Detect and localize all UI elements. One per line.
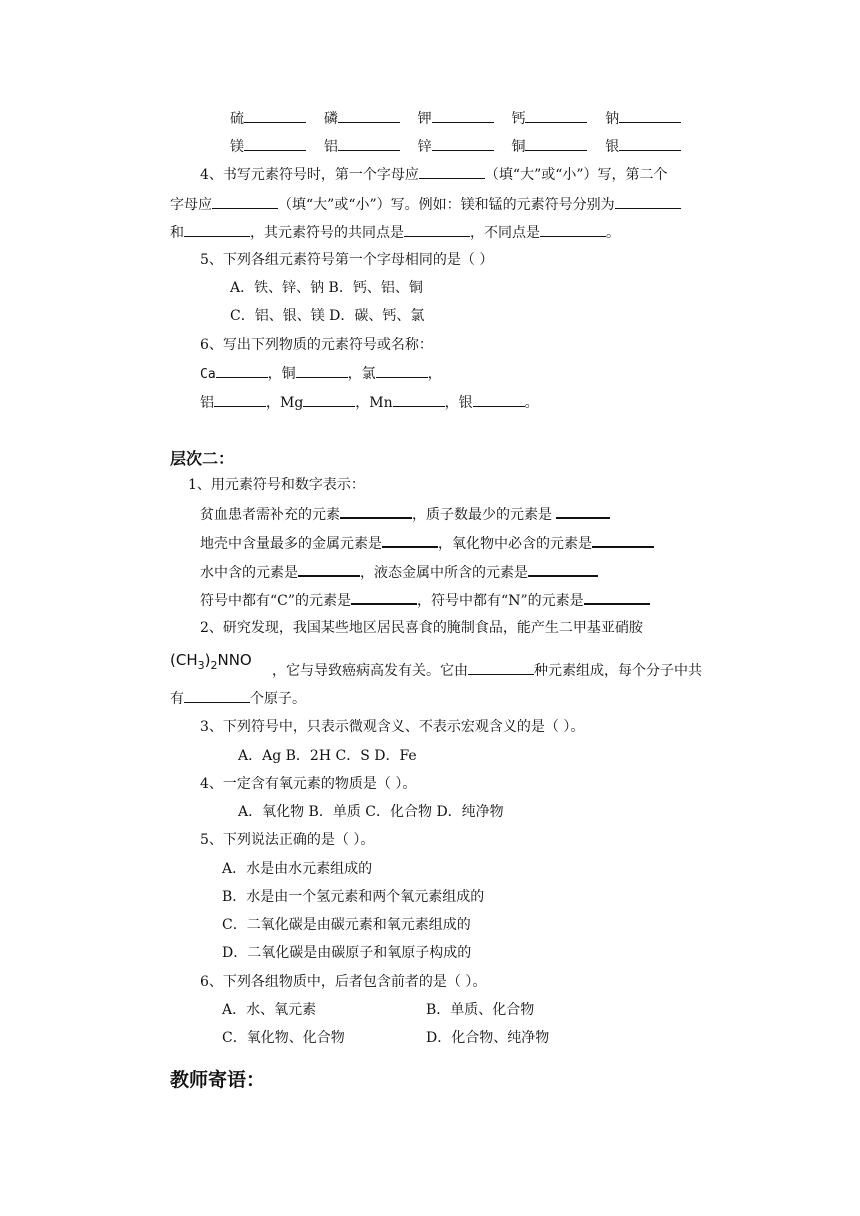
answer-blank[interactable] — [525, 136, 587, 151]
q6-item: ，氯 — [347, 366, 376, 382]
q4-text: （填“大”或“小”）写。例如：镁和锰的元素符号分别为 — [278, 197, 615, 213]
l2-q1-text: ，质子数最少的元素是 — [412, 507, 557, 523]
answer-blank[interactable] — [244, 136, 306, 151]
l2-q2-line-3 — [170, 688, 306, 709]
q6-item: ，Mg — [266, 395, 304, 411]
chemical-formula — [170, 650, 252, 676]
q4-line-3 — [170, 222, 620, 243]
element-name: 锌 — [417, 139, 432, 155]
answer-blank[interactable] — [619, 136, 681, 151]
answer-blank[interactable] — [592, 532, 654, 548]
q6-item: ， — [427, 366, 442, 382]
q6-items-1 — [200, 363, 442, 385]
q6-item: ，Mn — [355, 395, 393, 411]
answer-blank[interactable] — [540, 222, 606, 237]
element-name: 铜 — [511, 139, 526, 155]
answer-blank[interactable] — [556, 503, 610, 519]
answer-blank[interactable] — [298, 561, 360, 577]
l2-q1-text: ，液态金属中所含的元素是 — [360, 565, 528, 581]
answer-blank[interactable] — [393, 392, 445, 407]
answer-blank[interactable] — [340, 503, 412, 519]
l2-q2-line-1: 2、研究发现，我国某些地区居民喜食的腌制食品，能产生二甲基亚硝胺 — [200, 620, 643, 636]
q4-text: ，其元素符号的共同点是 — [250, 225, 404, 241]
element-name: 镁 — [230, 139, 244, 155]
l2-q5-stem: 5、下列说法正确的是（ ）。 — [200, 832, 375, 848]
l2-q1-line-1 — [200, 503, 610, 525]
q4-text: （填“大”或“小”）写，第二个 — [484, 167, 668, 183]
l2-q1-text: ，符号中都有“N”的元素是 — [417, 593, 584, 609]
l2-q1-text: 水中含的元素是 — [200, 565, 298, 581]
element-name: 钠 — [605, 111, 620, 127]
answer-blank[interactable] — [468, 660, 534, 675]
q6-items-2 — [200, 392, 539, 413]
l2-q1-text: 符号中都有“C”的元素是 — [200, 593, 352, 609]
q4-text: ，不同点是 — [470, 225, 540, 241]
l2-q2-text: ，它与导致癌病高发有关。它由 — [272, 663, 468, 679]
q6-item: ，银 — [444, 395, 473, 411]
l2-q1-line-3 — [200, 561, 598, 583]
l2-q2-text: 个原子。 — [250, 691, 306, 707]
q4-text: 和 — [170, 225, 184, 241]
q6-item: ，铜 — [267, 366, 296, 382]
answer-blank[interactable] — [525, 108, 587, 123]
q6-item: 。 — [524, 395, 539, 411]
answer-blank[interactable] — [184, 688, 250, 703]
answer-blank[interactable] — [432, 108, 494, 123]
q6-stem: 6、写出下列物质的元素符号或名称： — [200, 337, 433, 353]
answer-blank[interactable] — [419, 164, 485, 179]
section-heading-level2: 层次二： — [170, 449, 235, 468]
l2-q2-line-2 — [272, 660, 702, 681]
answer-blank[interactable] — [473, 392, 525, 407]
q6-item: Ca — [200, 367, 216, 382]
l2-q5-option-b[interactable]: B．水是由一个氢元素和两个氧元素组成的 — [222, 889, 485, 905]
answer-blank[interactable] — [338, 136, 400, 151]
l2-q5-option-c[interactable]: C．二氧化碳是由碳元素和氧元素组成的 — [222, 917, 471, 933]
answer-blank[interactable] — [584, 589, 650, 605]
l2-q6-option-b[interactable]: B．单质、化合物 — [426, 1002, 535, 1018]
l2-q3-options[interactable]: A．Ag B．2H C．S D．Fe — [238, 748, 417, 764]
answer-blank[interactable] — [212, 194, 278, 209]
element-row-1 — [230, 108, 681, 129]
answer-blank[interactable] — [432, 136, 494, 151]
answer-blank[interactable] — [382, 532, 438, 548]
answer-blank[interactable] — [303, 392, 355, 407]
l2-q1-stem: 1、用元素符号和数字表示： — [188, 477, 365, 493]
element-name: 钾 — [417, 111, 432, 127]
q4-line-2 — [170, 194, 681, 215]
answer-blank[interactable] — [338, 108, 400, 123]
q4-text: 字母应 — [170, 197, 212, 213]
formula-subscript: 3 — [197, 659, 205, 672]
answer-blank[interactable] — [376, 363, 428, 378]
q5-options-2[interactable]: C．铝、银、镁 D．碳、钙、氯 — [230, 308, 425, 324]
l2-q2-text: 种元素组成，每个分子中共 — [534, 663, 702, 679]
answer-blank[interactable] — [528, 561, 598, 577]
answer-blank[interactable] — [351, 589, 417, 605]
q5-options-1[interactable]: A．铁、锌、钠 B．钙、铝、铜 — [230, 280, 423, 296]
l2-q1-line-4 — [200, 589, 650, 611]
q4-line-1 — [200, 164, 668, 185]
answer-blank[interactable] — [296, 363, 348, 378]
formula-part: NNO — [217, 651, 252, 669]
l2-q2-text: 有 — [170, 691, 184, 707]
l2-q1-text: 地壳中含量最多的金属元素是 — [200, 536, 382, 552]
element-name: 铝 — [323, 139, 338, 155]
answer-blank[interactable] — [404, 222, 470, 237]
answer-blank[interactable] — [244, 108, 306, 123]
l2-q6-option-c[interactable]: C．氧化物、化合物 — [222, 1030, 345, 1046]
l2-q5-option-a[interactable]: A．水是由水元素组成的 — [222, 861, 373, 877]
formula-part: (CH — [170, 651, 198, 669]
q4-text: 4、书写元素符号时，第一个字母应 — [200, 167, 419, 183]
l2-q1-text: 贫血患者需补充的元素 — [200, 507, 340, 523]
answer-blank[interactable] — [619, 108, 681, 123]
q5-stem: 5、下列各组元素符号第一个字母相同的是（ ） — [200, 252, 494, 268]
element-name: 银 — [605, 139, 620, 155]
l2-q4-options[interactable]: A．氧化物 B．单质 C．化合物 D．纯净物 — [238, 804, 504, 820]
element-name: 硫 — [230, 111, 244, 127]
q6-item: 铝 — [200, 395, 214, 411]
element-name: 磷 — [323, 111, 338, 127]
answer-blank[interactable] — [216, 363, 268, 378]
element-name: 钙 — [511, 111, 526, 127]
l2-q1-line-2 — [200, 532, 654, 554]
l2-q4-stem: 4、一定含有氧元素的物质是（ ）。 — [200, 776, 417, 792]
q4-text: 。 — [606, 225, 620, 241]
formula-subscript: 2 — [210, 659, 218, 672]
teacher-message-heading: 教师寄语： — [170, 1069, 266, 1091]
answer-blank[interactable] — [214, 392, 266, 407]
l2-q3-stem: 3、下列符号中，只表示微观含义、不表示宏观含义的是（ ）。 — [200, 719, 585, 735]
l2-q1-text: ，氧化物中必含的元素是 — [438, 536, 592, 552]
l2-q6-stem: 6、下列各组物质中，后者包含前者的是（ ）。 — [200, 974, 487, 990]
answer-blank[interactable] — [184, 222, 250, 237]
l2-q6-option-a[interactable]: A．水、氧元素 — [222, 1002, 317, 1018]
formula-part: ) — [204, 651, 211, 669]
l2-q6-option-d[interactable]: D．化合物、纯净物 — [426, 1030, 550, 1046]
answer-blank[interactable] — [615, 194, 681, 209]
element-row-2 — [230, 136, 681, 157]
l2-q5-option-d[interactable]: D．二氧化碳是由碳原子和氧原子构成的 — [222, 945, 472, 961]
